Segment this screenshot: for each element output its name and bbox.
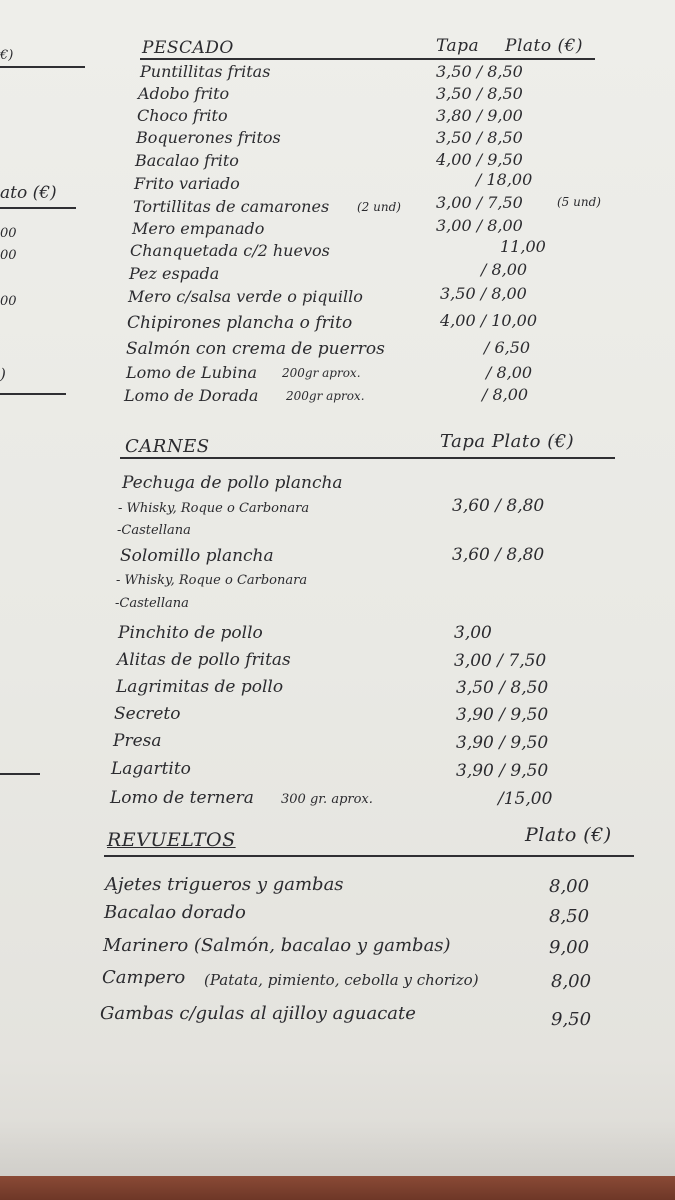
left-fragment-plato: ato (€) <box>0 183 57 203</box>
menu-item-price: 3,00 / 7,50 <box>436 193 523 212</box>
menu-item-subnote: -Castellana <box>115 596 189 611</box>
menu-item-price: 11,00 <box>500 237 546 256</box>
menu-item-name: Lomo de ternera <box>110 788 254 808</box>
menu-item-price: 3,00 / 7,50 <box>454 651 547 671</box>
menu-item-name: Bacalao frito <box>135 151 239 170</box>
left-divider-4 <box>0 773 40 775</box>
menu-item-price-note: (5 und) <box>557 195 601 209</box>
menu-item-name: Lomo de Lubina <box>126 363 258 382</box>
left-divider-3 <box>0 393 66 395</box>
menu-item-price: 3,90 / 9,50 <box>456 705 549 725</box>
pescado-col-plato: Plato (€) <box>505 36 584 56</box>
menu-item-name: Pez espada <box>129 264 220 283</box>
menu-item-price: 4,00 / 9,50 <box>436 150 523 169</box>
table-edge <box>0 1176 675 1200</box>
menu-item-name: Secreto <box>114 704 181 724</box>
menu-item-name: Gambas c/gulas al ajilloy aguacate <box>100 1003 416 1024</box>
menu-item-subnote: - Whisky, Roque o Carbonara <box>118 501 310 516</box>
menu-item-subnote: -Castellana <box>117 523 191 538</box>
carnes-col-header: Tapa Plato (€) <box>440 431 575 452</box>
menu-item-name: Frito variado <box>134 174 240 193</box>
menu-item-price: 8,00 <box>551 971 592 992</box>
menu-item-note: (2 und) <box>357 200 401 214</box>
menu-item-price: 3,50 / 8,00 <box>440 284 527 303</box>
menu-item-price: 9,50 <box>551 1009 592 1030</box>
menu-item-price: 3,90 / 9,50 <box>456 733 549 753</box>
menu-item-price: 3,50 / 8,50 <box>436 62 523 81</box>
menu-item-subnote: - Whisky, Roque o Carbonara <box>116 573 308 588</box>
pescado-title: PESCADO <box>142 38 234 58</box>
revueltos-header-rule <box>104 855 634 857</box>
menu-item-price: 3,50 / 8,50 <box>436 128 523 147</box>
menu-item-name: Mero empanado <box>132 219 265 238</box>
paper-shadow <box>0 1120 675 1176</box>
pescado-col-tapa: Tapa <box>436 36 480 56</box>
left-divider-2 <box>0 207 76 209</box>
menu-item-name: Puntillitas fritas <box>140 62 271 81</box>
pescado-header-rule <box>140 58 595 60</box>
menu-item-price: / 6,50 <box>484 338 531 357</box>
menu-item-name: Presa <box>113 731 162 751</box>
menu-item-price: 9,00 <box>549 937 590 958</box>
revueltos-title: REVUELTOS <box>107 829 236 851</box>
menu-item-name: Tortillitas de camarones <box>133 197 330 216</box>
menu-item-price: 3,00 <box>454 623 492 643</box>
menu-item-name: Solomillo plancha <box>120 546 274 566</box>
menu-item-name: Ajetes trigueros y gambas <box>105 874 344 895</box>
menu-item-name: Boquerones fritos <box>136 128 281 147</box>
carnes-title: CARNES <box>125 436 210 457</box>
menu-item-note: 200gr aprox. <box>282 366 361 380</box>
menu-item-price: 3,50 / 8,50 <box>436 84 523 103</box>
left-price-2: 00 <box>0 248 17 263</box>
menu-item-name: Pinchito de pollo <box>118 623 263 643</box>
menu-item-name: Chipirones plancha o frito <box>127 313 353 333</box>
menu-item-price: / 18,00 <box>476 170 533 189</box>
left-fragment-top: €) <box>0 48 14 63</box>
menu-item-name: Pechuga de pollo plancha <box>122 473 343 493</box>
menu-item-name: Salmón con crema de puerros <box>126 339 385 359</box>
menu-item-name: Campero <box>102 967 186 988</box>
menu-item-name: Mero c/salsa verde o piquillo <box>128 287 363 306</box>
menu-item-name: Lomo de Dorada <box>124 386 259 405</box>
menu-item-price: / 8,00 <box>486 363 533 382</box>
menu-item-name: Choco frito <box>137 106 228 125</box>
menu-item-name: Lagrimitas de pollo <box>116 677 284 697</box>
menu-item-price: / 8,00 <box>482 385 529 404</box>
menu-item-name: Marinero (Salmón, bacalao y gambas) <box>103 935 451 956</box>
left-divider-1 <box>0 66 85 68</box>
menu-item-price: 3,80 / 9,00 <box>436 106 523 125</box>
menu-item-name: Alitas de pollo fritas <box>117 650 291 670</box>
revueltos-col-header: Plato (€) <box>525 824 612 846</box>
menu-item-name: Lagartito <box>111 759 191 779</box>
menu-item-name: Adobo frito <box>138 84 230 103</box>
menu-item-name: Bacalao dorado <box>104 902 246 923</box>
menu-item-price: 3,60 / 8,80 <box>452 496 545 516</box>
menu-item-price: 3,60 / 8,80 <box>452 545 545 565</box>
menu-item-note: 200gr aprox. <box>286 389 365 403</box>
menu-item-note: 300 gr. aprox. <box>281 792 373 807</box>
menu-item-price: / 8,00 <box>481 260 528 279</box>
left-price-3: 00 <box>0 294 17 309</box>
menu-item-price: 8,50 <box>549 906 590 927</box>
menu-item-name: Chanquetada c/2 huevos <box>130 241 330 260</box>
left-price-1: 00 <box>0 226 17 241</box>
menu-item-price: 4,00 / 10,00 <box>440 311 537 330</box>
menu-item-price: 3,50 / 8,50 <box>456 678 549 698</box>
menu-item-price: 3,90 / 9,50 <box>456 761 549 781</box>
menu-item-price: 8,00 <box>549 876 590 897</box>
menu-item-price: 3,00 / 8,00 <box>436 216 523 235</box>
carnes-header-rule <box>120 457 615 459</box>
menu-item-note: (Patata, pimiento, cebolla y chorizo) <box>204 971 479 989</box>
menu-item-price: /15,00 <box>498 789 553 809</box>
left-fragment-bottom: ) <box>0 365 6 383</box>
